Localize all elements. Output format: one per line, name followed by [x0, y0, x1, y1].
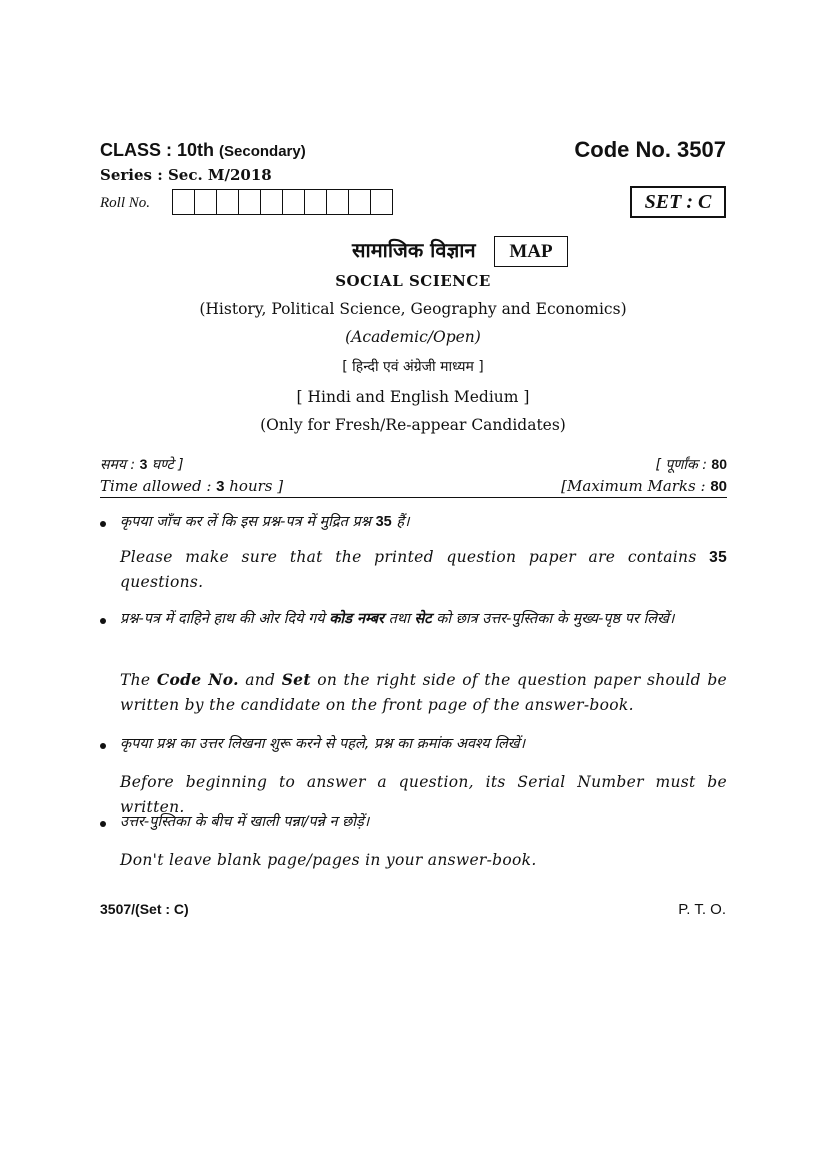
- footer-pto: P. T. O.: [678, 901, 726, 918]
- instruction-4-english: Don't leave blank page/pages in your answer-book.: [120, 851, 537, 869]
- instruction-4-hindi: उत्तर-पुस्तिका के बीच में खाली पन्ना/पन्ने न छोड़ें।: [120, 814, 370, 830]
- medium-english: [ Hindi and English Medium ]: [296, 388, 530, 406]
- candidates-label: (Only for Fresh/Re-appear Candidates): [260, 416, 566, 434]
- instruction-3-english: Before beginning to answer a question, its Serial Number must be written.: [120, 773, 727, 816]
- roll-no-box[interactable]: [283, 190, 305, 214]
- subject-subtitle: (History, Political Science, Geography and Economics): [199, 300, 627, 318]
- time-english: Time allowed : 3 hours ]: [100, 477, 284, 495]
- marks-hindi: [ पूर्णांक : 80: [655, 456, 727, 473]
- class-main: CLASS : 10th: [100, 140, 215, 160]
- class-sub: (Secondary): [219, 143, 306, 160]
- marks-english: [Maximum Marks : 80: [561, 477, 727, 495]
- time-hindi: समय : 3 घण्टे ]: [100, 456, 184, 473]
- class-label: [100, 140, 306, 161]
- map-badge: MAP: [494, 236, 568, 267]
- roll-no-box[interactable]: [173, 190, 195, 214]
- roll-no-box[interactable]: [261, 190, 283, 214]
- instruction-1-english: Please make sure that the printed question paper are contains 35 questions.: [120, 548, 727, 591]
- code-number: Code No. 3507: [574, 137, 726, 162]
- time-marks-hindi: [100, 455, 727, 474]
- time-marks-english: [100, 477, 727, 498]
- roll-no-boxes[interactable]: [172, 189, 393, 215]
- roll-no-box[interactable]: [305, 190, 327, 214]
- set-box: SET : C: [630, 186, 726, 218]
- roll-no-label: Roll No.: [100, 195, 151, 211]
- roll-no-box[interactable]: [349, 190, 371, 214]
- academic-open-label: (Academic/Open): [345, 328, 481, 346]
- roll-no-box[interactable]: [217, 190, 239, 214]
- roll-no-box[interactable]: [195, 190, 217, 214]
- roll-no-box[interactable]: [371, 190, 392, 214]
- roll-no-box[interactable]: [239, 190, 261, 214]
- instruction-3-hindi: कृपया प्रश्न का उत्तर लिखना शुरू करने से पहले, प्रश्न का क्रमांक अवश्य लिखें।: [120, 736, 526, 752]
- series-label: Series : Sec. M/2018: [100, 166, 272, 184]
- instruction-2-english: The Code No. and Set on the right side of the question paper should be written by the candidate on the front page of the answer-book.: [120, 670, 728, 714]
- subject-title-english: SOCIAL SCIENCE: [335, 272, 491, 290]
- medium-hindi: [ हिन्दी एवं अंग्रेजी माध्यम ]: [342, 359, 484, 375]
- footer-code: 3507/(Set : C): [100, 901, 189, 917]
- subject-title-hindi: सामाजिक विज्ञान: [352, 238, 476, 262]
- instruction-1-hindi: कृपया जाँच कर लें कि इस प्रश्न-पत्र में मुद्रित प्रश्न 35 हैं।: [120, 514, 410, 530]
- roll-no-box[interactable]: [327, 190, 349, 214]
- instruction-2-hindi: प्रश्न-पत्र में दाहिने हाथ की ओर दिये गये कोड नम्बर तथा सेट को छात्र उत्तर-पुस्तिका के मुख्य-पृष्ठ पर लिखें।: [120, 611, 675, 627]
